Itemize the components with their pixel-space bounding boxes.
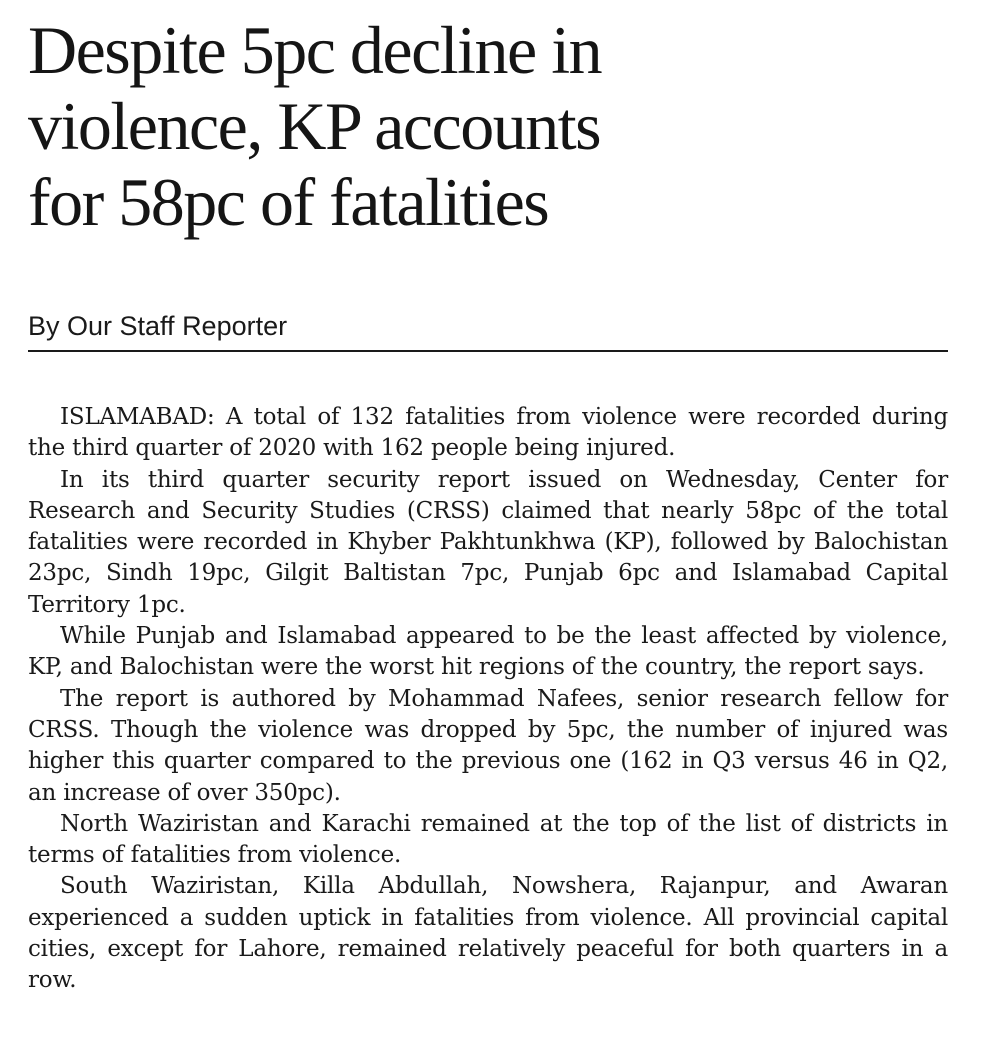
paragraph-3: While Punjab and Islamabad appeared to be the least affected by violence, KP, and Balochistan were the worst hit regions of the country, the report says. (28, 623, 948, 681)
headline (28, 12, 948, 240)
news-article (28, 12, 948, 997)
article-body (28, 402, 948, 997)
paragraph-4: The report is authored by Mohammad Nafees, senior research fellow for CRSS. Though the violence was dropped by 5pc, the number of injured was higher this quarter compared to the previous one (162 in Q3 versus 46 in Q2, an increase of over 350pc). (28, 685, 948, 806)
paragraph-5: North Waziristan and Karachi remained at the top of the list of districts in terms of fatalities from violence. (28, 810, 948, 869)
byline: By Our Staff Reporter (28, 310, 948, 352)
paragraph-1: ISLAMABAD: A total of 132 fatalities from violence were recorded during the third quarter of 2020 with 162 people being injured. (28, 404, 948, 462)
paragraph-6: South Waziristan, Killa Abdullah, Nowshera, Rajanpur, and Awaran experienced a sudden uptick in fatalities from violence. All provincial capital cities, except for Lahore, remained relatively peaceful for both quarters in a row. (28, 873, 948, 994)
headline-line-1: Despite 5pc decline in (28, 12, 602, 88)
paragraph-2: In its third quarter security report issued on Wednesday, Center for Research and Security Studies (CRSS) claimed that nearly 58pc of the total fatalities were recorded in Khyber Pakhtunkhwa (KP), followed by Balochistan 23pc, Sindh 19pc, Gilgit Baltistan 7pc, Punjab 6pc and Islamabad Capital Territory 1pc. (28, 466, 948, 618)
headline-line-3: for 58pc of fatalities (28, 164, 549, 240)
headline-line-2: violence, KP accounts (28, 88, 601, 164)
